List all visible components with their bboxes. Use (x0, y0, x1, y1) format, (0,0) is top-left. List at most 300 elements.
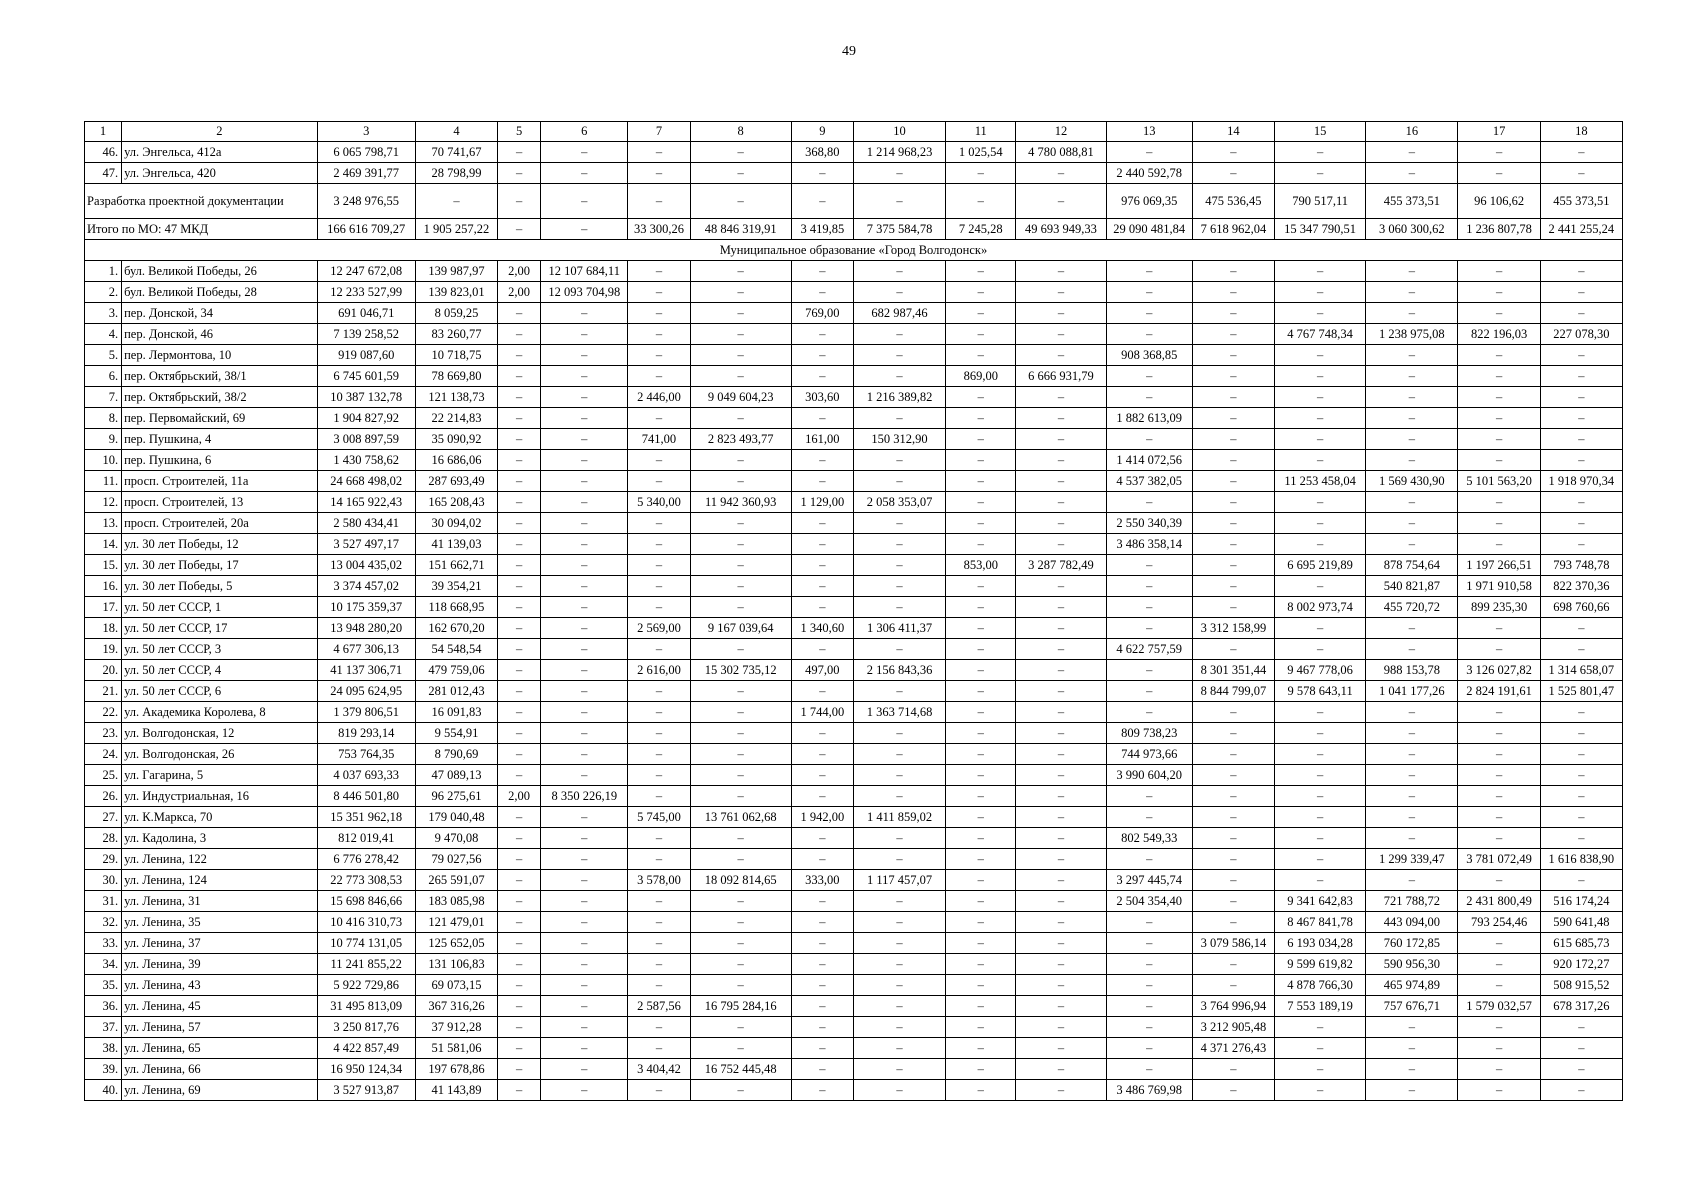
table-cell: – (1192, 324, 1274, 345)
table-cell: – (946, 891, 1016, 912)
table-cell: 1 579 032,57 (1458, 996, 1540, 1017)
table-cell: 14. (85, 534, 122, 555)
table-cell: – (1275, 639, 1366, 660)
table-cell: 1 340,60 (791, 618, 853, 639)
table-cell: – (628, 366, 690, 387)
table-cell: – (1540, 366, 1622, 387)
table-cell: – (853, 576, 945, 597)
address-cell: ул. Энгельса, 412а (122, 142, 318, 163)
table-cell: – (1106, 576, 1192, 597)
table-cell: – (498, 618, 541, 639)
table-cell: 69 073,15 (415, 975, 497, 996)
table-cell: – (791, 1017, 853, 1038)
table-cell: – (1016, 933, 1106, 954)
table-cell: 7 553 189,19 (1275, 996, 1366, 1017)
table-cell: 139 823,01 (415, 282, 497, 303)
table-cell: 368,80 (791, 142, 853, 163)
table-cell: 36. (85, 996, 122, 1017)
table-cell: – (498, 1059, 541, 1080)
table-cell: – (1192, 534, 1274, 555)
table-cell: – (946, 933, 1016, 954)
table-cell: 24 095 624,95 (317, 681, 415, 702)
table-cell: – (1016, 975, 1106, 996)
table-cell: – (498, 513, 541, 534)
table-cell: – (1458, 345, 1540, 366)
table-cell: 1 025,54 (946, 142, 1016, 163)
table-cell: – (791, 681, 853, 702)
table-cell: – (1016, 828, 1106, 849)
table-cell: – (628, 975, 690, 996)
table-cell: – (1016, 618, 1106, 639)
table-cell: – (853, 345, 945, 366)
table-cell: 10. (85, 450, 122, 471)
table-cell: – (1192, 975, 1274, 996)
table-cell: 20. (85, 660, 122, 681)
table-row (85, 933, 1623, 954)
table-cell: – (791, 345, 853, 366)
table-cell: – (946, 954, 1016, 975)
table-cell: – (690, 912, 791, 933)
address-cell: ул. Академика Королева, 8 (122, 702, 318, 723)
table-cell: 2 823 493,77 (690, 429, 791, 450)
address-cell: ул. 50 лет СССР, 17 (122, 618, 318, 639)
table-cell: 40. (85, 1080, 122, 1101)
table-cell: – (690, 954, 791, 975)
table-cell: – (1016, 786, 1106, 807)
table-cell: – (1106, 849, 1192, 870)
table-cell: – (946, 492, 1016, 513)
table-cell: – (1275, 450, 1366, 471)
table-cell: – (1366, 513, 1458, 534)
table-cell: 1 525 801,47 (1540, 681, 1622, 702)
table-cell: 3 578,00 (628, 870, 690, 891)
table-cell: – (791, 261, 853, 282)
address-cell: ул. Ленина, 43 (122, 975, 318, 996)
table-cell: – (1192, 576, 1274, 597)
table-cell: – (541, 534, 628, 555)
table-cell: – (1458, 975, 1540, 996)
table-cell: – (690, 933, 791, 954)
table-cell: – (853, 975, 945, 996)
table-cell: 3. (85, 303, 122, 324)
table-cell: – (690, 1038, 791, 1059)
table-cell: – (498, 849, 541, 870)
table-cell: 8. (85, 408, 122, 429)
table-cell: 8 844 799,07 (1192, 681, 1274, 702)
table-cell: – (1016, 261, 1106, 282)
table-cell: – (541, 996, 628, 1017)
table-cell: – (628, 163, 690, 184)
table-cell: – (1275, 576, 1366, 597)
table-cell: 3 374 457,02 (317, 576, 415, 597)
table-cell: – (628, 933, 690, 954)
table-cell: – (628, 555, 690, 576)
table-cell: 3 486 358,14 (1106, 534, 1192, 555)
table-cell: 2 441 255,24 (1540, 219, 1622, 240)
table-cell: – (1106, 660, 1192, 681)
table-cell: – (1192, 828, 1274, 849)
table-cell: 265 591,07 (415, 870, 497, 891)
table-cell: – (1016, 744, 1106, 765)
table-cell: 1 197 266,51 (1458, 555, 1540, 576)
table-cell: – (853, 324, 945, 345)
table-cell: – (791, 723, 853, 744)
table-cell: – (628, 282, 690, 303)
table-cell: 721 788,72 (1366, 891, 1458, 912)
table-cell: 479 759,06 (415, 660, 497, 681)
table-cell: 3 419,85 (791, 219, 853, 240)
table-cell: – (853, 849, 945, 870)
table-cell: 1 616 838,90 (1540, 849, 1622, 870)
table-cell: 1 971 910,58 (1458, 576, 1540, 597)
table-cell: – (690, 163, 791, 184)
column-header: 8 (690, 122, 791, 142)
table-cell: – (1275, 163, 1366, 184)
table-row (85, 912, 1623, 933)
address-cell: ул. 50 лет СССР, 6 (122, 681, 318, 702)
table-cell: – (1192, 261, 1274, 282)
table-cell: – (946, 639, 1016, 660)
table-cell: – (628, 1080, 690, 1101)
table-cell: 13 004 435,02 (317, 555, 415, 576)
table-cell: – (946, 184, 1016, 219)
table-cell: – (946, 660, 1016, 681)
address-cell: ул. 50 лет СССР, 3 (122, 639, 318, 660)
table-cell: 793 748,78 (1540, 555, 1622, 576)
address-cell: ул. Ленина, 39 (122, 954, 318, 975)
table-cell: – (1275, 534, 1366, 555)
table-cell: – (791, 282, 853, 303)
table-cell: – (498, 1080, 541, 1101)
table-cell: – (1458, 1080, 1540, 1101)
table-cell: – (853, 996, 945, 1017)
table-cell: – (1016, 1038, 1106, 1059)
table-cell: 590 641,48 (1540, 912, 1622, 933)
table-cell: – (853, 933, 945, 954)
table-cell: 10 416 310,73 (317, 912, 415, 933)
table-cell: – (1275, 387, 1366, 408)
table-cell: – (791, 1080, 853, 1101)
table-cell: – (1016, 450, 1106, 471)
table-cell: 13. (85, 513, 122, 534)
table-cell: – (791, 366, 853, 387)
table-cell: – (1540, 828, 1622, 849)
address-cell: пер. Донской, 46 (122, 324, 318, 345)
table-cell: – (853, 450, 945, 471)
table-cell: 6. (85, 366, 122, 387)
table-cell: – (1192, 765, 1274, 786)
table-cell: 2 550 340,39 (1106, 513, 1192, 534)
table-row (85, 303, 1623, 324)
table-cell: 878 754,64 (1366, 555, 1458, 576)
table-cell: 8 059,25 (415, 303, 497, 324)
table-cell: 131 106,83 (415, 954, 497, 975)
table-cell: 33. (85, 933, 122, 954)
table-cell: 9 467 778,06 (1275, 660, 1366, 681)
table-cell: 4 371 276,43 (1192, 1038, 1274, 1059)
table-cell: 165 208,43 (415, 492, 497, 513)
table-cell: – (541, 975, 628, 996)
table-row (85, 597, 1623, 618)
table-cell: 51 581,06 (415, 1038, 497, 1059)
table-cell: 25. (85, 765, 122, 786)
table-cell: – (1016, 765, 1106, 786)
table-cell: – (1192, 786, 1274, 807)
table-cell: – (1275, 345, 1366, 366)
table-cell: 96 275,61 (415, 786, 497, 807)
table-row (85, 345, 1623, 366)
column-number-header (85, 122, 1623, 142)
table-cell: – (1106, 954, 1192, 975)
table-cell: 11 241 855,22 (317, 954, 415, 975)
table-cell: – (946, 681, 1016, 702)
table-cell: 919 087,60 (317, 345, 415, 366)
table-cell: 83 260,77 (415, 324, 497, 345)
address-cell: пер. Донской, 34 (122, 303, 318, 324)
table-cell: 28. (85, 828, 122, 849)
table-cell: – (853, 163, 945, 184)
table-cell: – (541, 744, 628, 765)
table-cell: – (1016, 324, 1106, 345)
table-cell: – (1540, 282, 1622, 303)
table-cell: – (1540, 387, 1622, 408)
table-cell: – (498, 912, 541, 933)
table-cell: 179 040,48 (415, 807, 497, 828)
table-cell: – (541, 702, 628, 723)
table-cell: – (1366, 366, 1458, 387)
table-cell: 1 214 968,23 (853, 142, 945, 163)
table-cell: 9 341 642,83 (1275, 891, 1366, 912)
table-cell: 2 156 843,36 (853, 660, 945, 681)
table-cell: – (498, 387, 541, 408)
table-cell: 38. (85, 1038, 122, 1059)
table-cell: – (690, 513, 791, 534)
table-cell: 1 314 658,07 (1540, 660, 1622, 681)
table-row (85, 828, 1623, 849)
table-cell: – (791, 324, 853, 345)
table-cell: 3 248 976,55 (317, 184, 415, 219)
table-cell: – (1016, 471, 1106, 492)
table-cell: – (1192, 702, 1274, 723)
table-cell: – (853, 534, 945, 555)
address-cell: ул. 50 лет СССР, 4 (122, 660, 318, 681)
table-cell: 46. (85, 142, 122, 163)
table-cell: – (946, 1080, 1016, 1101)
table-cell: – (1106, 1038, 1192, 1059)
table-cell: – (541, 1059, 628, 1080)
table-cell: 34. (85, 954, 122, 975)
table-cell: – (541, 933, 628, 954)
table-cell: – (1540, 723, 1622, 744)
table-row (85, 513, 1623, 534)
table-cell: 13 948 280,20 (317, 618, 415, 639)
table-cell: – (498, 366, 541, 387)
table-cell: 3 486 769,98 (1106, 1080, 1192, 1101)
table-cell: 920 172,27 (1540, 954, 1622, 975)
table-cell: – (1458, 366, 1540, 387)
table-cell: 6 745 601,59 (317, 366, 415, 387)
table-cell: 15 698 846,66 (317, 891, 415, 912)
table-cell: 24. (85, 744, 122, 765)
table-cell: – (1540, 807, 1622, 828)
table-cell: – (1016, 576, 1106, 597)
table-cell: – (498, 534, 541, 555)
table-cell: – (628, 303, 690, 324)
table-cell: 7 245,28 (946, 219, 1016, 240)
table-cell: 21. (85, 681, 122, 702)
table-cell: 8 467 841,78 (1275, 912, 1366, 933)
table-cell: – (498, 744, 541, 765)
table-cell: 475 536,45 (1192, 184, 1274, 219)
address-cell: ул. 50 лет СССР, 1 (122, 597, 318, 618)
table-cell: 16 950 124,34 (317, 1059, 415, 1080)
table-cell: 31. (85, 891, 122, 912)
table-cell: – (1016, 870, 1106, 891)
table-cell: 908 368,85 (1106, 345, 1192, 366)
table-cell: – (1275, 765, 1366, 786)
table-cell: – (1192, 142, 1274, 163)
table-cell: – (946, 786, 1016, 807)
table-cell: 2 058 353,07 (853, 492, 945, 513)
table-cell: 29 090 481,84 (1106, 219, 1192, 240)
section-title: Муниципальное образование «Город Волгодонск» (85, 240, 1623, 261)
table-cell: – (690, 324, 791, 345)
table-cell: 32. (85, 912, 122, 933)
table-cell: 183 085,98 (415, 891, 497, 912)
table-cell: 753 764,35 (317, 744, 415, 765)
table-cell: – (853, 366, 945, 387)
table-cell: 2 440 592,78 (1106, 163, 1192, 184)
table-cell: – (541, 723, 628, 744)
table-cell: – (541, 429, 628, 450)
table-cell: 682 987,46 (853, 303, 945, 324)
table-cell: – (1366, 163, 1458, 184)
table-cell: – (853, 681, 945, 702)
table-cell: – (946, 576, 1016, 597)
table-row (85, 1059, 1623, 1080)
table-cell: – (1275, 1017, 1366, 1038)
table-row (85, 1080, 1623, 1101)
table-cell: – (1275, 261, 1366, 282)
address-cell: пер. Пушкина, 6 (122, 450, 318, 471)
table-cell: 5 745,00 (628, 807, 690, 828)
table-cell: 10 387 132,78 (317, 387, 415, 408)
table-row (85, 282, 1623, 303)
row-label: Разработка проектной документации (85, 184, 318, 219)
table-cell: 1 918 970,34 (1540, 471, 1622, 492)
table-cell: 16 752 445,48 (690, 1059, 791, 1080)
table-cell: 26. (85, 786, 122, 807)
table-cell: – (498, 345, 541, 366)
table-cell: – (1192, 303, 1274, 324)
table-cell: 497,00 (791, 660, 853, 681)
table-cell: – (946, 282, 1016, 303)
table-cell: – (541, 184, 628, 219)
table-cell: – (1275, 1059, 1366, 1080)
address-cell: ул. Ленина, 37 (122, 933, 318, 954)
table-cell: – (1016, 513, 1106, 534)
table-cell: – (690, 282, 791, 303)
table-cell: – (1458, 723, 1540, 744)
table-cell: – (853, 282, 945, 303)
table-cell: – (1458, 303, 1540, 324)
page-number: 49 (842, 44, 856, 59)
table-cell: – (1366, 534, 1458, 555)
table-cell: 10 175 359,37 (317, 597, 415, 618)
table-row (85, 702, 1623, 723)
table-cell: – (541, 471, 628, 492)
table-cell: – (1366, 387, 1458, 408)
table-cell: – (853, 786, 945, 807)
table-cell: – (1540, 786, 1622, 807)
table-cell: 9 470,08 (415, 828, 497, 849)
table-cell: 1 041 177,26 (1366, 681, 1458, 702)
table-cell: 899 235,30 (1458, 597, 1540, 618)
table-cell: 13 761 062,68 (690, 807, 791, 828)
table-cell: 1 236 807,78 (1458, 219, 1540, 240)
table-cell: – (1016, 807, 1106, 828)
table-cell: – (946, 807, 1016, 828)
table-cell: – (1366, 408, 1458, 429)
table-cell: – (853, 723, 945, 744)
table-cell: 24 668 498,02 (317, 471, 415, 492)
address-cell: ул. Индустриальная, 16 (122, 786, 318, 807)
table-cell: – (690, 744, 791, 765)
table-cell: 15 351 962,18 (317, 807, 415, 828)
table-row (85, 765, 1623, 786)
table-cell: – (1106, 142, 1192, 163)
table-cell: – (1192, 1080, 1274, 1101)
table-cell: – (690, 142, 791, 163)
table-cell: 2 431 800,49 (1458, 891, 1540, 912)
table-cell: – (791, 933, 853, 954)
table-cell: 9 578 643,11 (1275, 681, 1366, 702)
table-cell: 79 027,56 (415, 849, 497, 870)
table-cell: 822 370,36 (1540, 576, 1622, 597)
table-row (85, 786, 1623, 807)
table-cell: – (541, 849, 628, 870)
table-cell: – (1366, 765, 1458, 786)
table-cell: – (791, 1038, 853, 1059)
table-row (85, 891, 1623, 912)
table-cell: – (541, 142, 628, 163)
table-cell: – (690, 639, 791, 660)
table-cell: – (1016, 163, 1106, 184)
table-cell: – (541, 324, 628, 345)
table-cell: – (1192, 639, 1274, 660)
table-cell: 6 666 931,79 (1016, 366, 1106, 387)
table-cell: 18 092 814,65 (690, 870, 791, 891)
table-cell: – (541, 618, 628, 639)
table-cell: 18. (85, 618, 122, 639)
table-cell: – (1540, 702, 1622, 723)
table-cell: – (628, 1038, 690, 1059)
table-cell: – (946, 618, 1016, 639)
table-cell: 757 676,71 (1366, 996, 1458, 1017)
table-cell: – (791, 975, 853, 996)
table-cell: 367 316,26 (415, 996, 497, 1017)
table-cell: – (1540, 429, 1622, 450)
table-cell: 540 821,87 (1366, 576, 1458, 597)
table-cell: 41 137 306,71 (317, 660, 415, 681)
table-cell: – (498, 142, 541, 163)
table-cell: 22 214,83 (415, 408, 497, 429)
table-cell: 4 622 757,59 (1106, 639, 1192, 660)
table-cell: – (541, 870, 628, 891)
table-cell: 227 078,30 (1540, 324, 1622, 345)
table-cell: – (1106, 786, 1192, 807)
table-cell: – (690, 534, 791, 555)
